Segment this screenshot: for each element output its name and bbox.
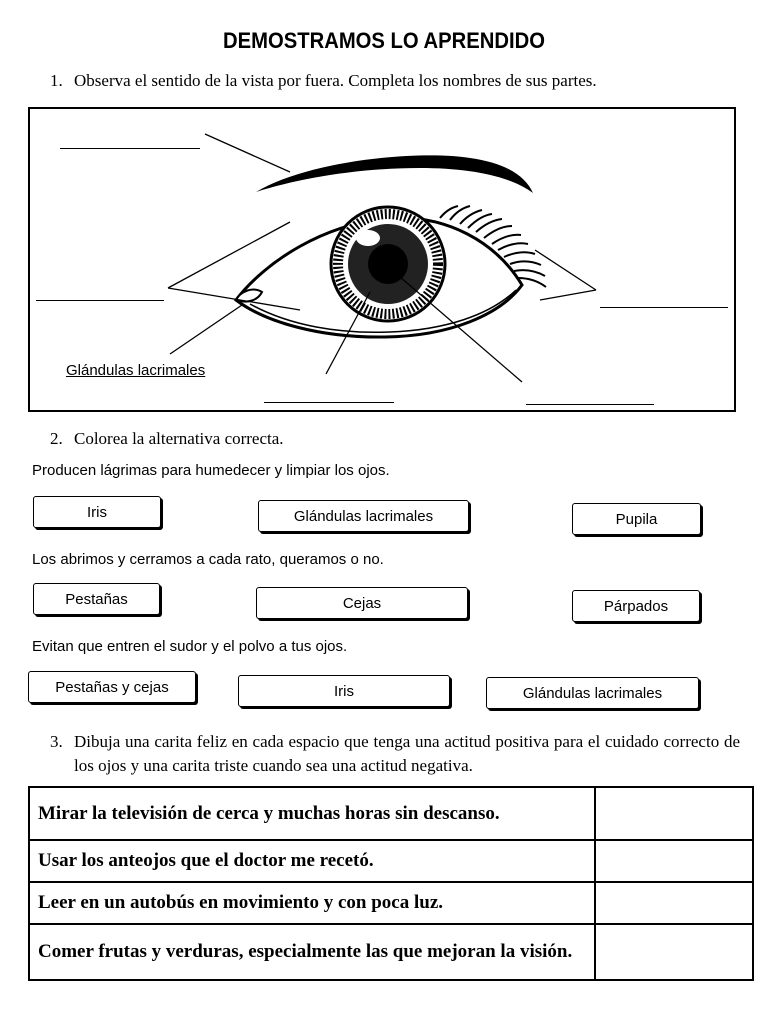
face-drawing-cell[interactable] xyxy=(595,787,753,840)
eyebrow-shape xyxy=(256,155,533,193)
table-row xyxy=(29,787,753,840)
option-q3-iris[interactable]: Iris xyxy=(238,675,450,707)
option-q3-eyelashes-and-eyebrows[interactable]: Pestañas y cejas xyxy=(28,671,196,703)
instruction-2-text: Colorea la alternativa correcta. xyxy=(74,429,284,448)
attitude-text: Leer en un autobús en movimiento y con poca luz. xyxy=(29,882,595,924)
instruction-2 xyxy=(50,429,284,449)
option-q3-lacrimal-glands[interactable]: Glándulas lacrimales xyxy=(486,677,699,709)
option-q2-eyebrows[interactable]: Cejas xyxy=(256,587,468,619)
instruction-3-number: 3. xyxy=(50,732,63,751)
answer-blank-eyebrow[interactable] xyxy=(60,148,200,149)
option-q1-iris[interactable]: Iris xyxy=(33,496,161,528)
attitude-text: Usar los anteojos que el doctor me recetó. xyxy=(29,840,595,882)
page-title: DEMOSTRAMOS LO APRENDIDO xyxy=(223,28,545,53)
option-q1-lacrimal-glands[interactable]: Glándulas lacrimales xyxy=(258,500,469,532)
answer-blank-eyelashes[interactable] xyxy=(600,307,728,308)
face-drawing-cell[interactable] xyxy=(595,882,753,924)
pointer-eyelash-upper xyxy=(535,250,596,290)
pointer-eyelash-lower xyxy=(540,290,596,300)
table-row xyxy=(29,924,753,980)
instruction-1-number: 1. xyxy=(50,71,63,90)
pointer-eyebrow xyxy=(205,134,290,172)
answer-blank-iris[interactable] xyxy=(264,402,394,403)
face-drawing-cell[interactable] xyxy=(595,924,753,980)
answer-blank-pupil[interactable] xyxy=(526,404,654,405)
option-q1-pupil[interactable]: Pupila xyxy=(572,503,701,535)
option-q2-eyelids[interactable]: Párpados xyxy=(572,590,700,622)
eye-highlight xyxy=(356,230,380,246)
attitude-text: Comer frutas y verduras, especialmente las que mejoran la visión. xyxy=(29,924,595,980)
answer-blank-eyelid[interactable] xyxy=(36,300,164,301)
instruction-2-number: 2. xyxy=(50,429,63,448)
instruction-3-text: Dibuja una carita feliz en cada espacio que tenga una actitud positiva para el cuidado correcto de los ojos y una carita triste cuando sea una actitud negativa. xyxy=(74,732,740,775)
attitude-text: Mirar la televisión de cerca y muchas horas sin descanso. xyxy=(29,787,595,840)
instruction-1-text: Observa el sentido de la vista por fuera. Completa los nombres de sus partes. xyxy=(74,71,597,90)
label-lacrimal-glands: Glándulas lacrimales xyxy=(66,362,206,379)
attitudes-table xyxy=(28,786,754,981)
instruction-3 xyxy=(50,730,740,778)
question-2-text: Los abrimos y cerramos a cada rato, queramos o no. xyxy=(32,551,384,568)
option-q2-eyelashes[interactable]: Pestañas xyxy=(33,583,160,615)
pointer-lacrimal xyxy=(170,305,242,354)
question-3-text: Evitan que entren el sudor y el polvo a tus ojos. xyxy=(32,638,348,655)
table-row xyxy=(29,882,753,924)
question-1-text: Producen lágrimas para humedecer y limpiar los ojos. xyxy=(32,462,390,479)
face-drawing-cell[interactable] xyxy=(595,840,753,882)
table-row xyxy=(29,840,753,882)
